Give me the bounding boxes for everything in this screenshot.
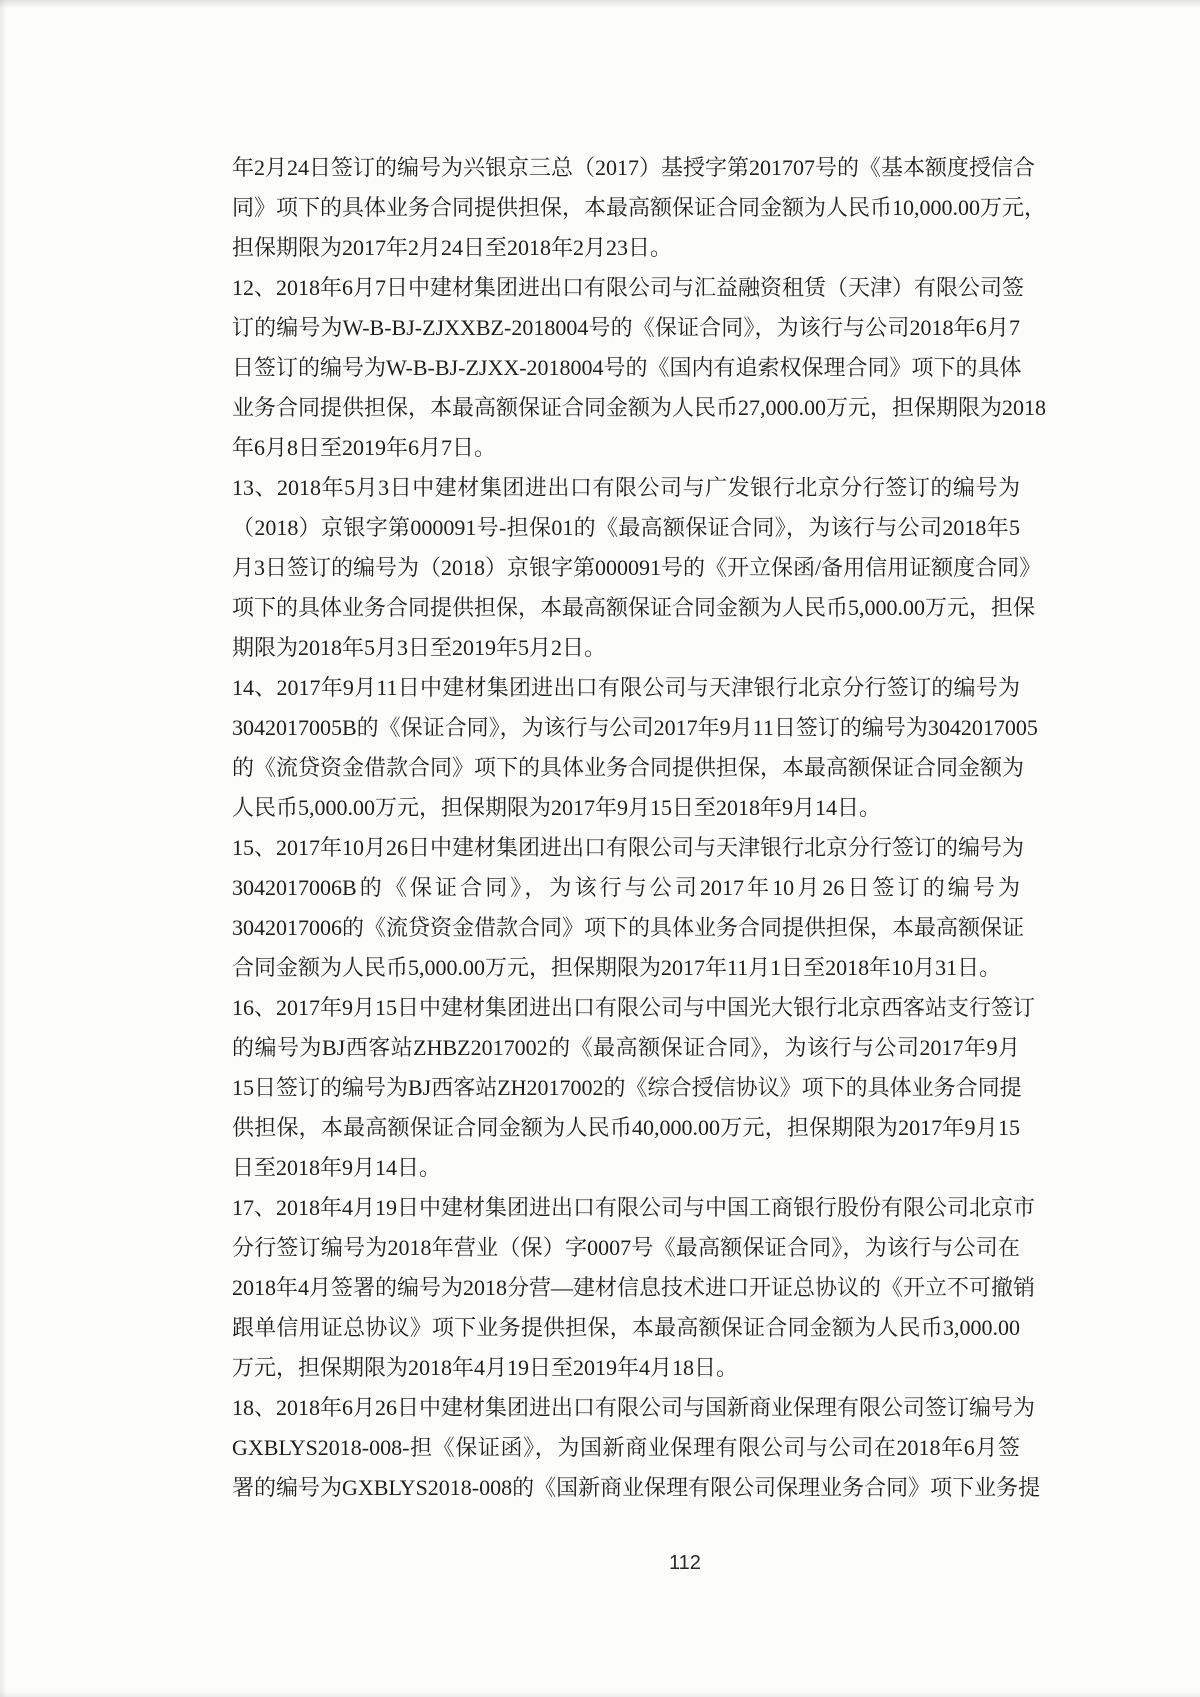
text-line: 13、2018年5月3日中建材集团进出口有限公司与广发银行北京分行签订的编号为	[232, 475, 1020, 500]
text-line: 的编号为BJ西客站ZHBZ2017002的《最高额保证合同》，为该行与公司2017年9月	[232, 1035, 1020, 1060]
para-12	[232, 268, 1047, 468]
text-line: 万元，担保期限为2018年4月19日至2019年4月18日。	[232, 1355, 739, 1380]
text-line: 的《流贷资金借款合同》项下的具体业务合同提供担保，本最高额保证合同金额为	[232, 755, 1025, 780]
text-line: 日签订的编号为W-B-BJ-ZJXX-2018004号的《国内有追索权保理合同》项下的具体	[232, 355, 1022, 380]
para-13	[232, 468, 1042, 668]
text-line: 月3日签订的编号为（2018）京银字第000091号的《开立保函/备用信用证额度合同》	[232, 555, 1042, 580]
text-line: 项下的具体业务合同提供担保，本最高额保证合同金额为人民币5,000.00万元，担保	[232, 595, 1036, 620]
scan-edge-left	[0, 0, 7, 1697]
text-line: 年2月24日签订的编号为兴银京三总（2017）基授字第201707号的《基本额度授信合	[232, 155, 1036, 180]
text-line: 12、2018年6月7日中建材集团进出口有限公司与汇益融资租赁（天津）有限公司签	[232, 275, 1025, 300]
para-15	[232, 828, 1025, 988]
text-line: 署的编号为GXBLYS2018-008的《国新商业保理有限公司保理业务合同》项下业务提	[232, 1475, 1041, 1500]
text-line: 供担保，本最高额保证合同金额为人民币40,000.00万元，担保期限为2017年9月15	[232, 1115, 1020, 1140]
text-line: 18、2018年6月26日中建材集团进出口有限公司与国新商业保理有限公司签订编号为	[232, 1395, 1036, 1420]
para-16	[232, 988, 1036, 1188]
text-line: 3042017006的《流贷资金借款合同》项下的具体业务合同提供担保，本最高额保证	[232, 915, 1025, 940]
text-line: 人民币5,000.00万元，担保期限为2017年9月15日至2018年9月14日。	[232, 795, 882, 820]
text-line: 日至2018年9月14日。	[232, 1155, 442, 1180]
text-line: 15、2017年10月26日中建材集团进出口有限公司与天津银行北京分行签订的编号为	[232, 835, 1025, 860]
para-17	[232, 1188, 1036, 1388]
text-line: 14、2017年9月11日中建材集团进出口有限公司与天津银行北京分行签订的编号为	[232, 675, 1020, 700]
text-line: 担保期限为2017年2月24日至2018年2月23日。	[232, 235, 673, 260]
text-line: 同》项下的具体业务合同提供担保，本最高额保证合同金额为人民币10,000.00万元，	[232, 195, 1047, 220]
scan-edge-top	[0, 0, 1200, 8]
text-line: （2018）京银字第000091号-担保01的《最高额保证合同》，为该行与公司2018年5	[232, 515, 1020, 540]
text-line: 3042017005B的《保证合同》，为该行与公司2017年9月11日签订的编号为3042017005	[232, 715, 1038, 740]
text-line: 2018年4月签署的编号为2018分营—建材信息技术进口开证总协议的《开立不可撤销	[232, 1275, 1036, 1300]
text-line: GXBLYS2018-008-担《保证函》，为国新商业保理有限公司与公司在2018年6月签	[232, 1435, 1020, 1460]
para-18	[232, 1388, 1041, 1508]
para-14	[232, 668, 1038, 828]
scan-edge-bottom	[0, 1691, 1200, 1697]
text-line: 期限为2018年5月3日至2019年5月2日。	[232, 635, 607, 660]
text-line: 分行签订编号为2018年营业（保）字0007号《最高额保证合同》，为该行与公司在	[232, 1235, 1020, 1260]
text-line: 17、2018年4月19日中建材集团进出口有限公司与中国工商银行股份有限公司北京市	[232, 1195, 1036, 1220]
text-line: 16、2017年9月15日中建材集团进出口有限公司与中国光大银行北京西客站支行签订	[232, 995, 1036, 1020]
text-line: 跟单信用证总协议》项下业务提供担保，本最高额保证合同金额为人民币3,000.00	[232, 1315, 1020, 1340]
document-body	[232, 148, 1047, 1508]
text-line: 业务合同提供担保，本最高额保证合同金额为人民币27,000.00万元，担保期限为2018	[232, 395, 1047, 420]
text-line: 合同金额为人民币5,000.00万元，担保期限为2017年11月1日至2018年10月31日。	[232, 955, 1002, 980]
text-line: 订的编号为W-B-BJ-ZJXXBZ-2018004号的《保证合同》，为该行与公司2018年6月7	[232, 315, 1020, 340]
text-line: 15日签订的编号为BJ西客站ZH2017002的《综合授信协议》项下的具体业务合同提	[232, 1075, 1022, 1100]
para-11-continuation	[232, 148, 1047, 268]
page-number: 112	[669, 1552, 701, 1574]
text-line: 年6月8日至2019年6月7日。	[232, 435, 497, 460]
text-line: 3042017006B的《保证合同》，为该行与公司2017年10月26日签订的编号为	[232, 875, 1020, 900]
